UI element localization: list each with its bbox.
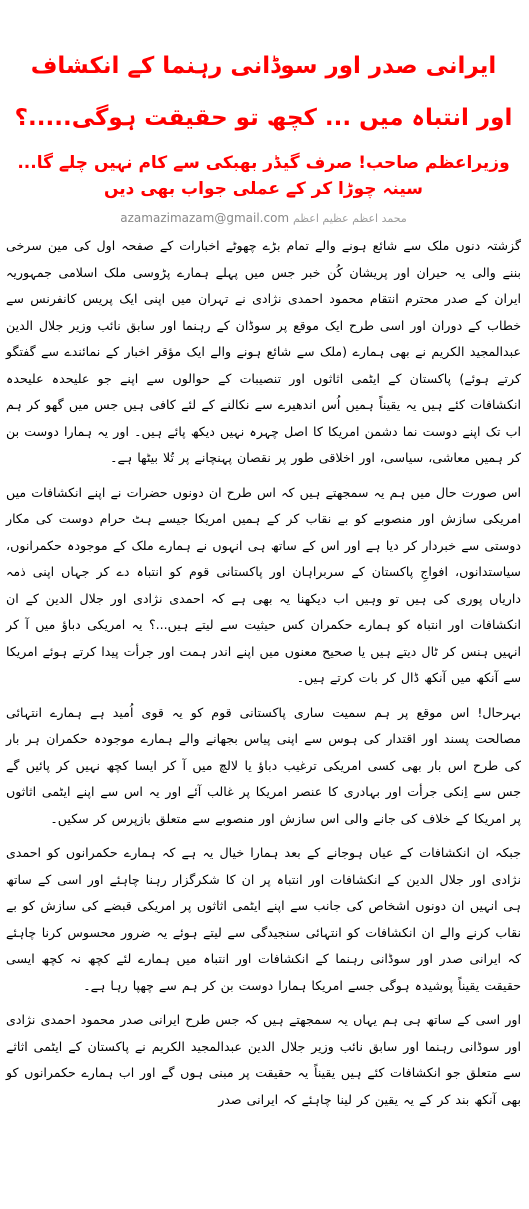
article-title: ایرانی صدر اور سوڈانی رہنما کے انکشاف اور انتباہ میں ... کچھ تو حقیقت ہوگی.....؟ bbox=[14, 53, 513, 131]
article-paragraph-3: بہرحال! اس موقع پر ہم سمیت ساری پاکستانی قوم کو یہ قوی اُمید ہے ہمارے انتہائی مصالحت پسند اور اقتدار کی ہوس سے اپنی پیاس بجھانے والے ہمارے موجودہ حکمران ہر بار کی طرح اس بار بھی کسی امریکی ترغیب دباؤ یا لالچ میں آ کر ایسا کچھ نہیں کر پائیں گے جس سے اِنکی جرأت اور بہادری کا عنصر امریکا پر غالب آئے اور یہ اس سے اپنے ایٹمی اثاثوں پر امریکا کے خلاف کی جانے والی اس سازش اور منصوبے سے متعلق بازپرس کر سکیں۔ bbox=[6, 704, 521, 826]
article-paragraph-4: جبکہ ان انکشافات کے عیاں ہوجانے کے بعد ہمارا خیال یہ ہے کہ ہمارے حکمرانوں کو احمدی نژادی اور جلال الدین کے انکشافات اور انتباہ پر ان کا شکرگزار رہنا چاہئے اور اسی کے ساتھ ہی انہیں ان دونوں اشخاص کی جانب سے اپنے ایٹمی اثاثوں پر امریکی قبضے کی سازش کو بے نقاب کرنے والے ان انکشافات کو انتہائی سنجیدگی سے لیتے ہوئے یہ ضرور محسوس کرنا چاہئے کہ ایرانی صدر اور سوڈانی رہنما کے انکشافات اور انتباہ میں ہمارے لئے کچھ نہ کچھ ایسی حقیقت یقیناً پوشیدہ ہوگی جسے امریکا ہمارا دوست بن کر ہم سے چھپا رہا ہے۔ bbox=[6, 845, 521, 993]
author-email: azamazimazam@gmail.com bbox=[120, 211, 290, 225]
author-byline bbox=[6, 208, 521, 229]
article-subtitle: وزیراعظم صاحب! صرف گیڈر بھبکی سے کام نہیں چلے گا... سینہ چوڑا کر کے عملی جواب بھی دیں bbox=[17, 153, 510, 199]
article-paragraph-1: گزشتہ دنوں ملک سے شائع ہونے والے تمام بڑے چھوٹے اخبارات کے صفحہ اول کی مین سرخی بننے والی یہ حیران اور پریشان کُن خبر جس میں پہلے ہمارے پڑوسی ملک اسلامی جمہوریہ ایران کے صدر محترم انتقام محمود احمدی نژادی نے تہران میں اپنی ایک پریس کانفرنس سے خطاب کے دوران اور اسی طرح ایک موقع پر سوڈان کے رہنما اور سابق نائب وزیر جلال الدین عبدالمجید الکریم نے بھی ہمارے (ملک سے شائع ہونے والے ایک مؤقر اخبار کے نمائندے سے گفتگو کرتے ہوئے) پاکستان کے ایٹمی اثاثوں اور تنصیبات کے حوالوں سے اپنے جو علیحدہ علیحدہ انکشافات کئے ہیں یہ یقیناً ہمیں اُس اندھیرے سے نکالنے کے لئے کافی ہیں جس میں گھو کر ہم اب تک اپنے دوست نما دشمن امریکا کا اصل چہرہ نہیں دیکھ پائے ہیں۔ اور یہ ہمارا دوست بن کر ہمیں معاشی، سیاسی، اور اخلاقی طور پر نقصان پہنچانے پر تُلا بیٹھا ہے۔ bbox=[6, 238, 521, 465]
author-name: محمد اعظم عظیم اعظم bbox=[292, 212, 407, 225]
article-paragraph-5: اور اسی کے ساتھ ہی ہم یہاں یہ سمجھتے ہیں کہ جس طرح ایرانی صدر محمود احمدی نژادی اور سوڈانی رہنما اور سابق نائب وزیر جلال الدین عبدالمجید الکریم نے پاکستان کے ایٹمی اثاثے سے متعلق جو انکشافات کئے ہیں یقیناً یہ حقیقت پر مبنی ہوں گے اور اب ہمارے حکمرانوں کو بھی آنکھ بند کر کے یہ یقین کر لینا چاہئے کہ ایرانی صدر bbox=[6, 1012, 521, 1107]
article-paragraph-2: اس صورت حال میں ہم یہ سمجھتے ہیں کہ اس طرح ان دونوں حضرات نے اپنے انکشافات میں امریکی سازش اور منصوبے کو بے نقاب کر کے ہمیں امریکا جیسے ہٹ حرام دوست کی مکار دوستی سے خبردار کر دیا ہے اور اس کے ساتھ ہی انہوں نے ہمارے ملک کے موجودہ حکمرانوں، سیاستدانوں، افواجِ پاکستان کے سربراہان اور پاکستانی قوم کو انتباہ دے کر جہاں اپنی ذمہ داریاں پوری کی ہیں تو وہیں اب دیکھنا یہ بھی ہے کہ احمدی نژادی اور جلال الدین کے ان انکشافات اور انتباہ کو ہمارے حکمران کس حیثیت سے لیتے ہیں...؟ یہ امریکی دباؤ میں آ کر انہیں ہنس کر ٹال دیتے ہیں یا صحیح معنوں میں اپنے اندر ہمت اور جرأت پیدا کرتے ہوئے امریکا سے آنکھ میں آنکھ ڈال کر بات کرتے ہیں۔ bbox=[6, 484, 521, 685]
